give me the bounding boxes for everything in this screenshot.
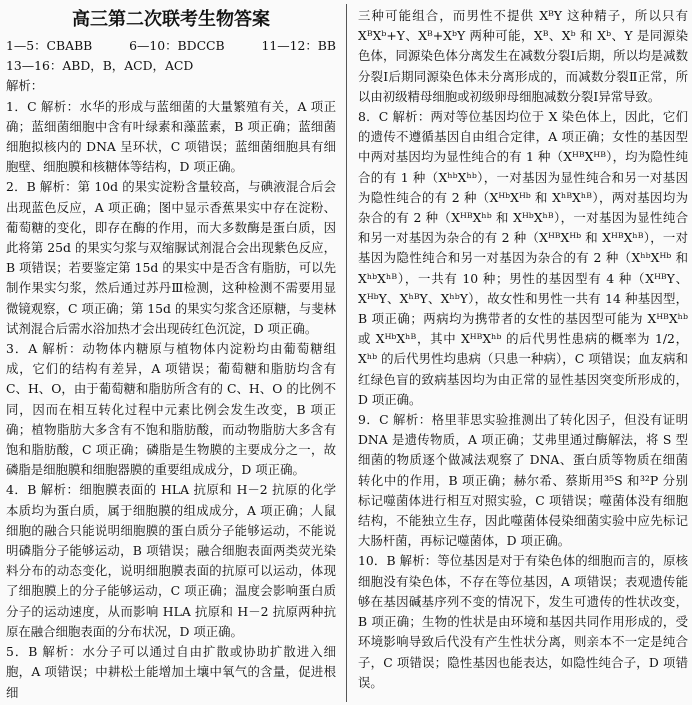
answer-key-11-12: 11—12：BB (261, 38, 336, 53)
explanation-4-text: 4．B 解析：细胞膜表面的 HLA 抗原和 H－2 抗原的化学本质均为蛋白质，属于细胞膜的组成成分，A 项正确；人鼠细胞的融合只能说明细胞膜的蛋白质分子能够运动，不能说明磷脂分子能够运动，B 项错误；融合细胞表面两类荧光染料分布的动态变化，说明细胞膜表面的抗原可以运动，体现了细胞膜上的分子能够运动，C 项正确；温度会影响蛋白质分子的运动速度，从而影响 HLA 抗原和 H－2 抗原两种抗原在融合细胞表面的分布状况，D 项正确。 (6, 482, 336, 639)
explanation-4 (6, 480, 336, 642)
explanation-9-text: 9．C 解析：格里菲思实验推测出了转化因子，但没有证明 DNA 是遗传物质，A 项正确；艾弗里通过酶解法，将 S 型细菌的物质逐个做减法观察了 DNA、蛋白质等物质在细菌转化中的作用，B 项正确；赫尔希、蔡斯用³⁵S 和³²P 分别标记噬菌体进行相互对照实验，C 项错误；噬菌体没有细胞结构，不能独立生存，因此噬菌体侵染细菌实验中应先标记大肠杆菌，再标记噬菌体，D 项正确。 (358, 412, 688, 549)
explanation-7-text: 三种可能组合，而男性不提供 XᴮY 这种精子，所以只有 XᴮXᵇ+Y、Xᴮ+XᵇY 两种可能，Xᴮ、Xᵇ 和 Xᵇ、Y 是同源染色体，同源染色体分离发生在减数分裂Ⅰ后期，所以均是减数分裂Ⅰ后期同源染色体未分离形成的，而减数分裂Ⅱ正常，所以由初级精母细胞或初级卵母细胞减数分裂Ⅰ异常导致。 (358, 8, 688, 104)
jiexi-label: 解析： (6, 78, 44, 94)
explanation-2 (6, 177, 336, 339)
answer-key-row-2: 13—16：ABD，B，ACD，ACD (6, 58, 194, 74)
column-divider (346, 4, 347, 702)
explanation-5-text: 5．B 解析：水分子可以通过自由扩散或协助扩散进入细胞，A 项错误；中耕松土能增加土壤中氧气的含量，促进根细 (6, 644, 336, 700)
explanation-1-text: 1．C 解析：水华的形成与蓝细菌的大量繁殖有关，A 项正确；蓝细菌细胞中含有叶绿素和藻蓝素，B 项正确；蓝细菌细胞拟核内的 DNA 呈环状，C 项错误；蓝细菌细胞具有细胞壁、细胞膜和核糖体等结构，D 项正确。 (6, 98, 336, 175)
explanation-3-text: 3．A 解析：动物体内糖原与植物体内淀粉均由葡萄糖组成，它们的结构有差异，A 项错误；葡萄糖和脂肪均含有 C、H、O，由于葡萄糖和脂肪所含有的 C、H、O 的比例不同，因而在相互转化过程中元素比例会发生改变，B 项正确；植物脂肪大多含有不饱和脂肪酸，而动物脂肪大多含有饱和脂肪酸，C 项正确；磷脂是生物膜的主要成分之一，故磷脂是细胞膜和细胞器膜的重要组成成分，D 项正确。 (6, 341, 336, 478)
explanation-9 (358, 410, 688, 551)
explanation-10 (358, 551, 688, 692)
page-title: 高三第二次联考生物答案 (72, 9, 270, 30)
explanation-5 (6, 642, 336, 703)
explanation-2-text: 2．B 解析：第 10d 的果实淀粉含量较高，与碘液混合后会出现蓝色反应，A 项正确；图中显示香蕉果实中存在淀粉、葡萄糖的变化，即存在酶的作用，而大多数酶是蛋白质，因此将第 25d 的果实匀浆与双缩脲试剂混合会出现紫色反应，B 项错误；若要鉴定第 15d 的果实中是否含有脂肪，可以先制作果实匀浆，然后通过苏丹Ⅲ检测，这种检测不需要用显微镜观察，C 项正确；第 15d 的果实匀浆含还原糖，与斐林试剂混合后需水浴加热才会出现砖红色沉淀，D 项正确。 (6, 179, 336, 336)
answer-key-1-5: 1—5：CBABB (6, 38, 93, 53)
explanation-10-text: 10．B 解析：等位基因是对于有染色体的细胞而言的，原核细胞没有染色体，不存在等位基因，A 项错误；表观遗传能够在基因碱基序列不变的情况下，发生可遗传的性状改变，B 项正确；生物的性状是由环境和基因共同作用形成的，受环境影响导致后代没有产生性状分离，则亲本不一定是纯合子，C 项错误；隐性基因也能表达，如隐性纯合子，D 项错误。 (358, 553, 688, 690)
answer-key-6-10: 6—10：BDCCB (129, 38, 225, 53)
explanation-3 (6, 339, 336, 480)
explanation-7-continued (358, 6, 688, 107)
explanation-8 (358, 107, 688, 410)
right-column (358, 6, 688, 693)
answer-key-row-1 (6, 36, 336, 56)
left-column (6, 6, 336, 703)
explanation-8-text: 8．C 解析：两对等位基因均位于 X 染色体上，因此，它们的遗传不遵循基因自由组合定律，A 项正确；女性的基因型中两对基因均为显性纯合的有 1 种（XᴴᴮXᴴᴮ），均为隐性纯合的有 1 种（XʰᵇXʰᵇ），一对基因为显性纯合和另一对基因为隐性纯合的有 2 种（XᴴᵇXᴴᵇ 和 XʰᴮXʰᴮ），两对基因均为杂合的有 2 种（XᴴᴮXʰᵇ 和 XᴴᵇXʰᴮ），一对基因为显性纯合和另一对基因为杂合的有 2 种（XᴴᴮXᴴᵇ 和 XᴴᴮXʰᴮ），一对基因为隐性纯合和另一对基因为杂合的有 2 种（XʰᵇXᴴᵇ 和 XʰᵇXʰᴮ），一共有 10 种；男性的基因型有 4 种（XᴴᴮY、XᴴᵇY、XʰᴮY、XʰᵇY），故女性和男性一共有 14 种基因型，B 项正确；两病均为携带者的女性的基因型可能为 XᴴᴮXʰᵇ 或 XᴴᵇXʰᴮ，其中 XᴴᴮXʰᵇ 的后代男性患病的概率为 1/2，Xʰᵇ 的后代男性均患病（只患一种病），C 项错误；血友病和红绿色盲的致病基因均为由正常的显性基因突变所形成的，D 项正确。 (358, 109, 688, 407)
explanation-1 (6, 97, 336, 178)
